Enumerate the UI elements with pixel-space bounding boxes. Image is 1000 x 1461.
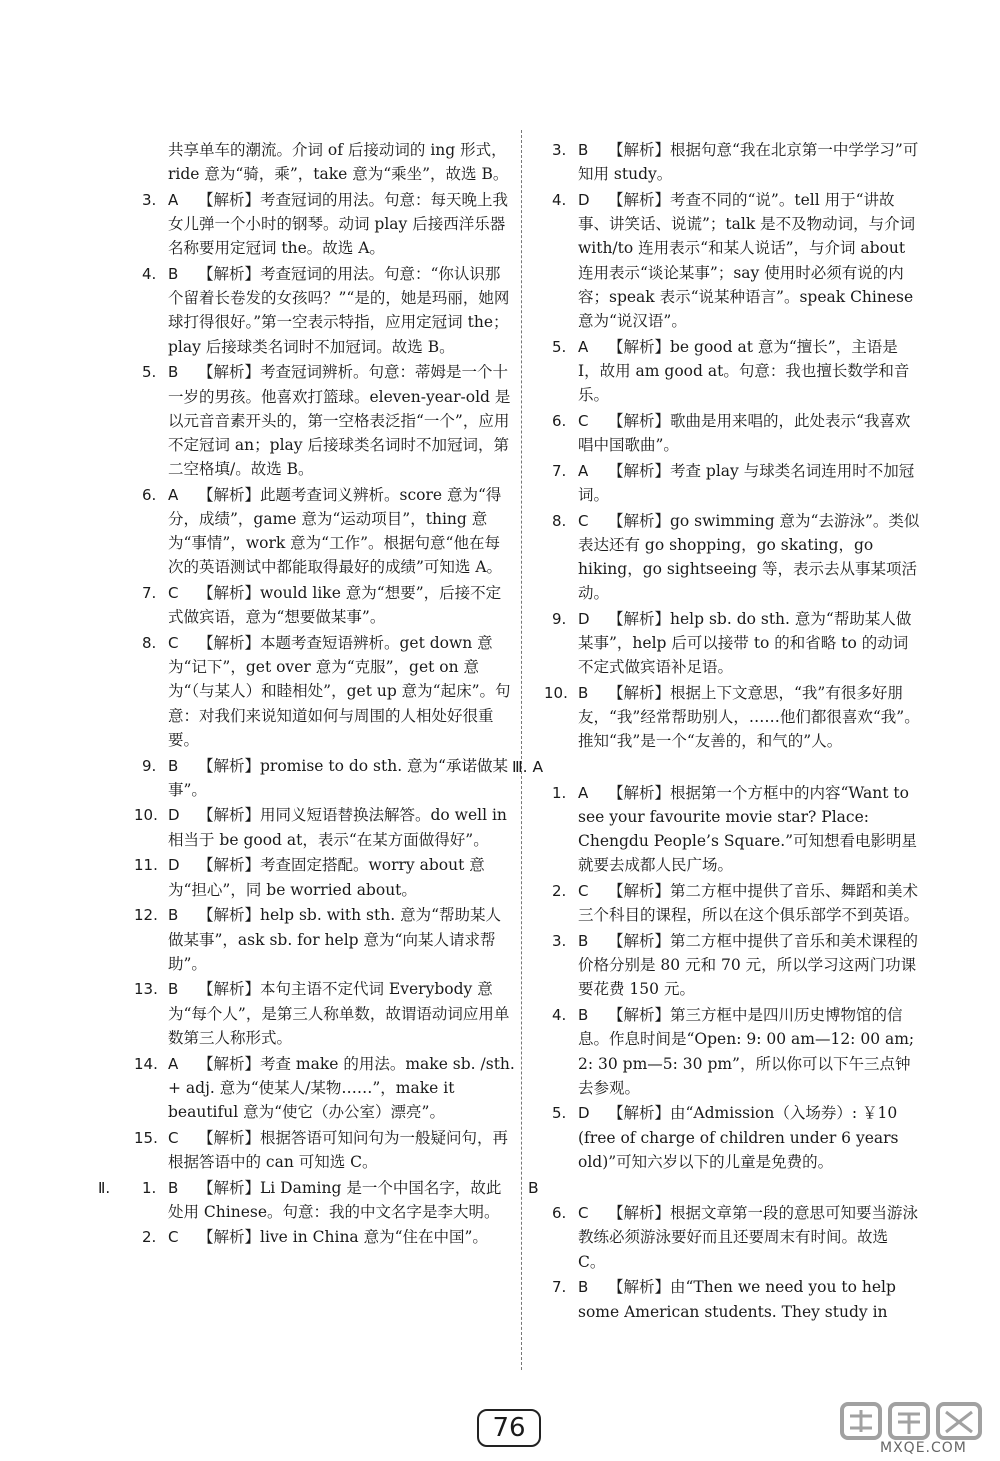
answer-choice: C	[168, 1228, 179, 1247]
answer-item	[530, 459, 920, 507]
explanation-text: 【解析】考查冠词的用法。句意：“你认识那个留着长卷发的女孩吗？”“是的，她是玛丽，她网球打得很好。”第一空表示特指，应用定冠词 the；play 后接球类名词时不加冠词。故选 B。	[168, 265, 510, 356]
answer-item	[530, 879, 920, 927]
explanation-text: 【解析】本句主语不定代词 Everybody 意为“每个人”，是第三人称单数，故谓语动词应用单数第三人称形式。	[168, 980, 510, 1047]
answer-choice: A	[578, 461, 589, 480]
explanation-text: 【解析】用同义短语替换法解答。do well in 相当于 be good at，表示“在某方面做得好”。	[168, 806, 507, 849]
answer-choice: B	[168, 756, 179, 775]
answer-choice: A	[168, 1054, 179, 1073]
answer-choice: A	[578, 337, 589, 356]
question-number: 4.	[142, 265, 157, 284]
question-number: 5.	[552, 337, 567, 356]
explanation-text: 【解析】歌曲是用来唱的，此处表示“我喜欢唱中国歌曲”。	[578, 411, 911, 454]
question-number: 6.	[142, 485, 157, 504]
question-number: 12.	[134, 906, 158, 925]
question-number: 5.	[552, 1104, 567, 1123]
answer-choice: B	[168, 1178, 179, 1197]
answer-item	[530, 1101, 920, 1174]
explanation-text: 【解析】help sb. do sth. 意为“帮助某人做某事”，help 后可以接带 to 的和省略 to 的动词不定式做宾语补足语。	[578, 609, 912, 677]
question-number: 3.	[142, 190, 157, 209]
question-number: 7.	[142, 584, 157, 603]
explanation-text: 共享单车的潮流。介词 of 后接动词的 ing 形式，ride 意为“骑，乘”，take 意为“乘坐”，故选 B。	[168, 141, 509, 184]
answer-item	[120, 853, 515, 901]
explanation-text: 【解析】go swimming 意为“去游泳”。类似表达还有 go shopping，go skating，go hiking，go sightseeing 等，表示去从事某项活动。	[578, 511, 920, 603]
answer-item	[120, 903, 515, 976]
answer-item	[120, 138, 515, 186]
answer-choice: B	[578, 1278, 589, 1297]
answer-item	[530, 607, 920, 680]
answer-choice: D	[168, 806, 180, 825]
explanation-text: 【解析】考查不同的“说”。tell 用于“讲故事、讲笑话、说谎”；talk 是不及物动词，与介词 with/to 连用表示“和某人说话”，与介词 about 连用表示“谈论某事”；say 使用时必须有说的内容；speak 表示“说某种语言”。speak Chinese 意为“说汉语”。	[578, 190, 916, 330]
answer-choice: D	[578, 190, 590, 209]
right-column	[512, 138, 920, 1325]
question-number: 13.	[134, 980, 158, 999]
answer-item	[530, 188, 920, 333]
watermark-text: MXQE.COM	[880, 1440, 967, 1456]
answer-item	[120, 1052, 515, 1125]
answer-item	[530, 409, 920, 457]
answer-choice: C	[168, 1128, 179, 1147]
explanation-text: 【解析】第三方框中是四川历史博物馆的信息。作息时间是“Open: 9: 00 am—12: 00 am; 2: 30 pm—5: 30 pm”，所以你可以下午三点钟去参观。	[578, 1006, 915, 1097]
question-number: 6.	[552, 1204, 567, 1223]
answer-item	[120, 188, 515, 261]
section-numeral: Ⅱ.	[98, 1178, 111, 1197]
answer-choice: C	[168, 634, 179, 653]
explanation-text: 【解析】be good at 意为“擅长”，主语是 I，故用 am good at。句意：我也擅长数学和音乐。	[578, 337, 910, 405]
question-number: 4.	[552, 190, 567, 209]
answer-item	[120, 360, 515, 481]
explanation-text: 【解析】live in China 意为“住在中国”。	[198, 1228, 488, 1247]
answer-choice: C	[578, 411, 589, 430]
answer-choice: D	[168, 856, 180, 875]
question-number: 10.	[544, 683, 568, 702]
answer-choice: B	[168, 906, 179, 925]
answer-item	[120, 581, 515, 629]
answer-item	[120, 1225, 515, 1249]
answer-choice: B	[168, 363, 179, 382]
answer-choice: C	[578, 882, 589, 901]
question-number: 5.	[142, 363, 157, 382]
answer-choice: B	[578, 141, 589, 159]
answer-choice: D	[578, 1104, 590, 1123]
explanation-text: 【解析】根据第一个方框中的内容“Want to see your favourite movie star? Place: Chengdu People’s Square.”可知想看电影明星就要去成都人民广场。	[578, 783, 918, 875]
explanation-text: 【解析】根据上下文意思，“我”有很多好朋友，“我”经常帮助别人，……他们都很喜欢“我”。推知“我”是一个“友善的，和气的”人。	[578, 683, 920, 751]
question-number: 2.	[552, 882, 567, 901]
question-number: 9.	[142, 756, 157, 775]
explanation-text: 【解析】Li Daming 是一个中国名字，故此处用 Chinese。句意：我的中文名字是李大明。	[168, 1178, 502, 1221]
answer-item	[530, 681, 920, 754]
left-column	[98, 138, 515, 1251]
question-number: 8.	[142, 634, 157, 653]
answer-item	[120, 803, 515, 851]
question-number: 6.	[552, 411, 567, 430]
question-number: 2.	[142, 1228, 157, 1247]
question-number: 1.	[552, 783, 567, 802]
answer-item	[120, 977, 515, 1050]
answer-choice: A	[578, 783, 589, 802]
answer-item	[530, 509, 920, 606]
explanation-text: 【解析】promise to do sth. 意为“承诺做某事”。	[168, 756, 508, 799]
answer-item	[530, 929, 920, 1002]
column-divider	[521, 130, 522, 1370]
answer-item	[120, 631, 515, 752]
answer-item	[120, 1126, 515, 1174]
answer-choice: A	[168, 485, 179, 504]
question-number: 3.	[552, 141, 567, 159]
explanation-text: 【解析】would like 意为“想要”，后接不定式做宾语，意为“想要做某事”。	[168, 584, 502, 627]
explanation-text: 【解析】考查 make 的用法。make sb. /sth. + adj. 意为“使某人/某物……”，make it beautiful 意为“使它（办公室）漂亮”。	[168, 1054, 515, 1121]
answer-item	[530, 781, 920, 878]
question-number: 1.	[142, 1178, 157, 1197]
answer-choice: B	[578, 932, 589, 950]
explanation-text: 【解析】此题考查词义辨析。score 意为“得分，成绩”，game 意为“运动项目”，thing 意为“事情”，work 意为“工作”。根据句意“他在每次的英语测试中都能取得最好的成绩”可知选 A。	[168, 485, 503, 577]
answer-item	[530, 1003, 920, 1100]
explanation-text: 【解析】第二方框中提供了音乐、舞蹈和美术三个科目的课程，所以在这个俱乐部学不到英语。	[578, 882, 920, 925]
page-number: 76	[477, 1409, 541, 1447]
answer-item	[530, 1275, 920, 1323]
question-number: 15.	[134, 1128, 158, 1147]
explanation-text: 【解析】考查冠词的用法。句意：每天晚上我女儿弹一个小时的钢琴。动词 play 后接西洋乐器名称要用定冠词 the。故选 A。	[168, 190, 509, 258]
explanation-text: 【解析】help sb. with sth. 意为“帮助某人做某事”，ask sb. for help 意为“向某人请求帮助”。	[168, 906, 502, 973]
answer-choice: C	[168, 584, 179, 603]
answer-item	[530, 1201, 920, 1274]
question-number: 3.	[552, 932, 567, 950]
answer-item	[120, 483, 515, 580]
answer-choice: A	[168, 190, 179, 209]
explanation-text: 【解析】根据句意“我在北京第一中学学习”可知用 study。	[578, 141, 919, 184]
explanation-text: 【解析】由“Admission（入场券）: ￥10 (free of charge of children under 6 years old)”可知六岁以下的儿童是免费的。	[578, 1104, 899, 1171]
question-number: 14.	[134, 1054, 158, 1073]
question-number: 10.	[134, 806, 158, 825]
explanation-text: 【解析】根据文章第一段的意思可知要当游泳教练必须游泳要好而且还要周末有时间。故选 C。	[578, 1204, 919, 1271]
answer-choice: B	[578, 1006, 589, 1025]
question-number: 8.	[552, 511, 567, 530]
explanation-text: 【解析】考查冠词辨析。句意：蒂姆是一个十一岁的男孩。他喜欢打篮球。eleven-year-old 是以元音音素开头的，第一空格表泛指“一个”，应用不定冠词 an；play 后接球类名词时不加冠词，第二空格填/。故选 B。	[168, 363, 511, 479]
answer-choice: C	[578, 511, 589, 530]
question-number: 7.	[552, 461, 567, 480]
explanation-text: 【解析】第二方框中提供了音乐和美术课程的价格分别是 80 元和 70 元，所以学习这两门功课要花费 150 元。	[578, 932, 919, 999]
explanation-text: 【解析】考查 play 与球类名词连用时不加冠词。	[578, 461, 915, 504]
answer-item	[530, 335, 920, 408]
explanation-text: 【解析】由“Then we need you to help some American students. They study in	[578, 1278, 896, 1321]
answer-item	[98, 1176, 515, 1224]
explanation-text: 【解析】本题考查短语辨析。get down 意为“记下”，get over 意为“克服”，get on 意为“（与某人）和睦相处”，get up 意为“起床”。句意：对我们来说知道如何与周围的人相处好很重要。	[168, 634, 511, 749]
answer-choice: C	[578, 1204, 589, 1223]
answer-choice: B	[168, 980, 179, 999]
question-number: 9.	[552, 609, 567, 628]
answer-item	[120, 754, 515, 802]
passage-label: B	[528, 1178, 539, 1197]
question-number: 11.	[134, 856, 158, 875]
question-number: 4.	[552, 1006, 567, 1025]
answer-choice: D	[578, 609, 590, 628]
explanation-text: 【解析】根据答语可知问句为一般疑问句，再根据答语中的 can 可知选 C。	[168, 1128, 509, 1171]
answer-choice: B	[168, 265, 179, 284]
answer-item	[530, 138, 920, 186]
section-heading: Ⅲ. A	[512, 758, 544, 777]
answer-item	[120, 262, 515, 359]
answer-choice: B	[578, 683, 589, 702]
explanation-text: 【解析】考查固定搭配。worry about 意为“担心”，同 be worried about。	[168, 856, 485, 899]
question-number: 7.	[552, 1278, 567, 1297]
